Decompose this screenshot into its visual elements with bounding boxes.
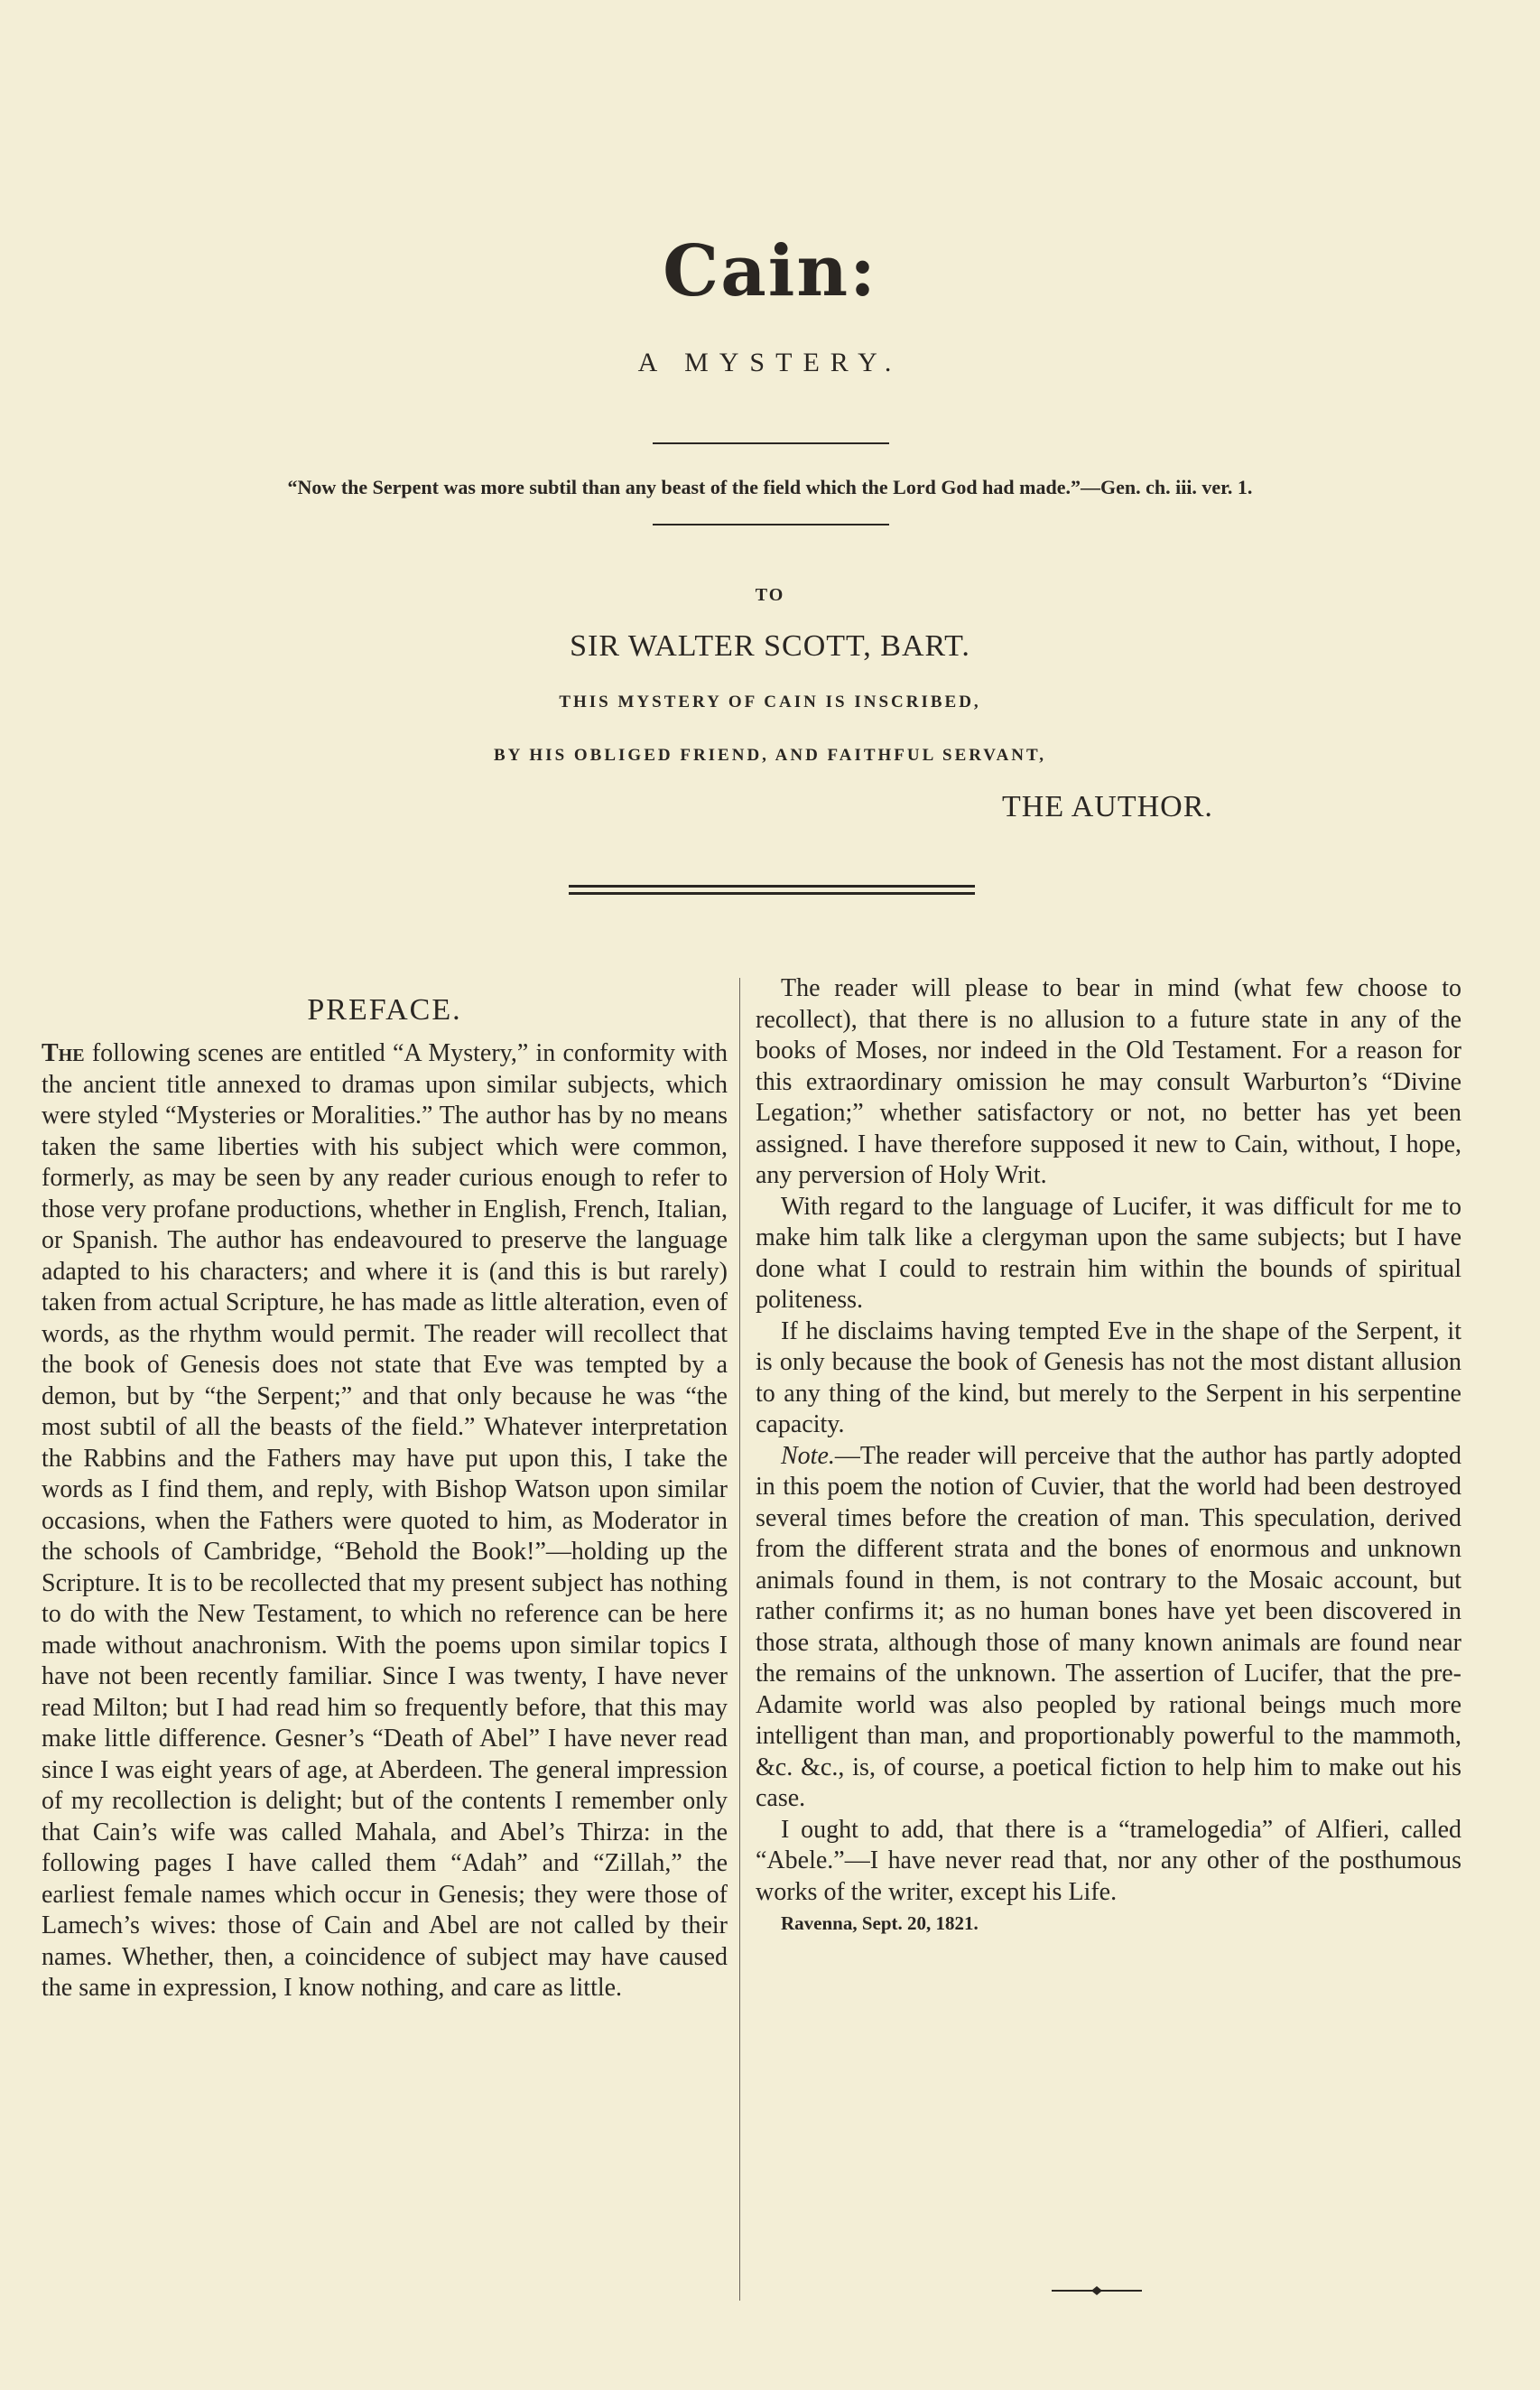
preface-left-column <box>42 1038 728 2004</box>
section-rule-bottom <box>569 892 975 895</box>
page-subtitle: A MYSTERY. <box>637 348 903 377</box>
preface-note-paragraph <box>756 1441 1461 1815</box>
epigraph-bottom-rule <box>653 524 889 525</box>
epigraph: “Now the Serpent was more subtil than any beast of the field which the Lord God had made.”—Gen. ch. iii. ver. 1. <box>287 476 1253 498</box>
end-ornament-icon <box>1052 2284 1142 2297</box>
note-text: —The reader will perceive that the author has partly adopted in this poem the notion of Cuvier, that the world had been destroyed several times before the creation of man. This speculation, derived from the different strata and the bones of enormous and unknown animals found in them, is not contrary to the Mosaic account, but rather confirms it; as no human bones have yet been discovered in those strata, although those of many known animals are found near the remains of the unknown. The assertion of Lucifer, that the pre-Adamite world was also peopled by rational beings much more intelligent than man, and proportionably powerful to the mammoth, &c. &c., is, of course, a poetical fiction to help him to make out his case. <box>756 1441 1461 1812</box>
note-label: Note. <box>781 1441 835 1470</box>
preface-paragraph: If he disclaims having tempted Eve in the shape of the Serpent, it is only because the book of Genesis has not the most distant allusion to any thing of the kind, but merely to the Serpent in his serpentine capacity. <box>756 1316 1461 1438</box>
place-date-signoff: Ravenna, Sept. 20, 1821. <box>781 1912 979 1934</box>
section-rule-top <box>569 885 975 888</box>
preface-lead-word: The <box>42 1039 85 1067</box>
preface-right-column <box>756 973 1461 1939</box>
column-divider <box>739 978 740 2301</box>
preface-text: following scenes are entitled “A Mystery,” in conformity with the ancient title annexed to dramas upon similar subjects, which were styled “Mysteries or Moralities.” The author has by no means taken the same liberties with his subject which were common, formerly, as may be seen by any reader curious enough to refer to those very profane productions, whether in English, French, Italian, or Spanish. The author has endeavoured to preserve the language adapted to his characters; and where it is (and this is but rarely) taken from actual Scripture, he has made as little alteration, even of words, as the rhythm would permit. The reader will recollect that the book of Genesis does not state that Eve was tempted by a demon, but by “the Serpent;” and that only because he was “the most subtil of all the beasts of the field.” Whatever interpretation the Rabbins and the Fathers may have put upon this, I take the words as I find them, and reply, with Bishop Watson upon similar occasions, when the Fathers were quoted to him, as Moderator in the schools of Cambridge, “Behold the Book!”—holding up the Scripture. It is to be recollected that my present subject has nothing to do with the New Testament, to which no reference can be here made without anachronism. With the poems upon similar topics I have not been recently familiar. Since I was twenty, I have never read Milton; but I had read him so frequently before, that this may make little difference. Gesner’s “Death of Abel” I have never read since I was eight years of age, at Aberdeen. The general impression of my recollection is delight; but of the contents I remember only that Cain’s wife was called Mahala, and Abel’s Thirza: in the following pages I have called them “Adah” and “Zillah,” the earliest female names which occur in Genesis; they were those of Lamech’s wives: those of Cain and Abel are not called by their names. Whether, then, a coincidence of subject may have caused the same in expression, I know nothing, and care as little. <box>42 1039 728 2002</box>
preface-paragraph: With regard to the language of Lucifer, it was difficult for me to make him talk like a clergyman upon the same subjects; but I have done what I could to restrain him within the bounds of spiritual politeness. <box>756 1192 1461 1314</box>
preface-heading: PREFACE. <box>307 993 462 1027</box>
preface-paragraph <box>42 1038 728 2004</box>
dedication-line-2: BY HIS OBLIGED FRIEND, AND FAITHFUL SERVANT, <box>493 746 1047 765</box>
dedication-to: TO <box>755 585 785 605</box>
epigraph-top-rule <box>653 442 889 444</box>
dedicatee-name: SIR WALTER SCOTT, BART. <box>570 629 970 663</box>
preface-paragraph: The reader will please to bear in mind (what few choose to recollect), that there is no allusion to a future state in any of the books of Moses, nor indeed in the Old Testament. For a reason for this extraordinary omission he may consult Warburton’s “Divine Legation;” whether satisfactory or not, no better has yet been assigned. I have therefore supposed it new to Cain, without, I hope, any perversion of Holy Writ. <box>756 974 1461 1189</box>
dedication-signature: THE AUTHOR. <box>1002 790 1213 823</box>
preface-paragraph: I ought to add, that there is a “tramelogedia” of Alfieri, called “Abele.”—I have never read that, nor any other of the posthumous works of the writer, except his Life. <box>756 1815 1461 1906</box>
page-title: Cain: <box>663 230 877 312</box>
dedication-line-1: THIS MYSTERY OF CAIN IS INSCRIBED, <box>559 693 981 711</box>
